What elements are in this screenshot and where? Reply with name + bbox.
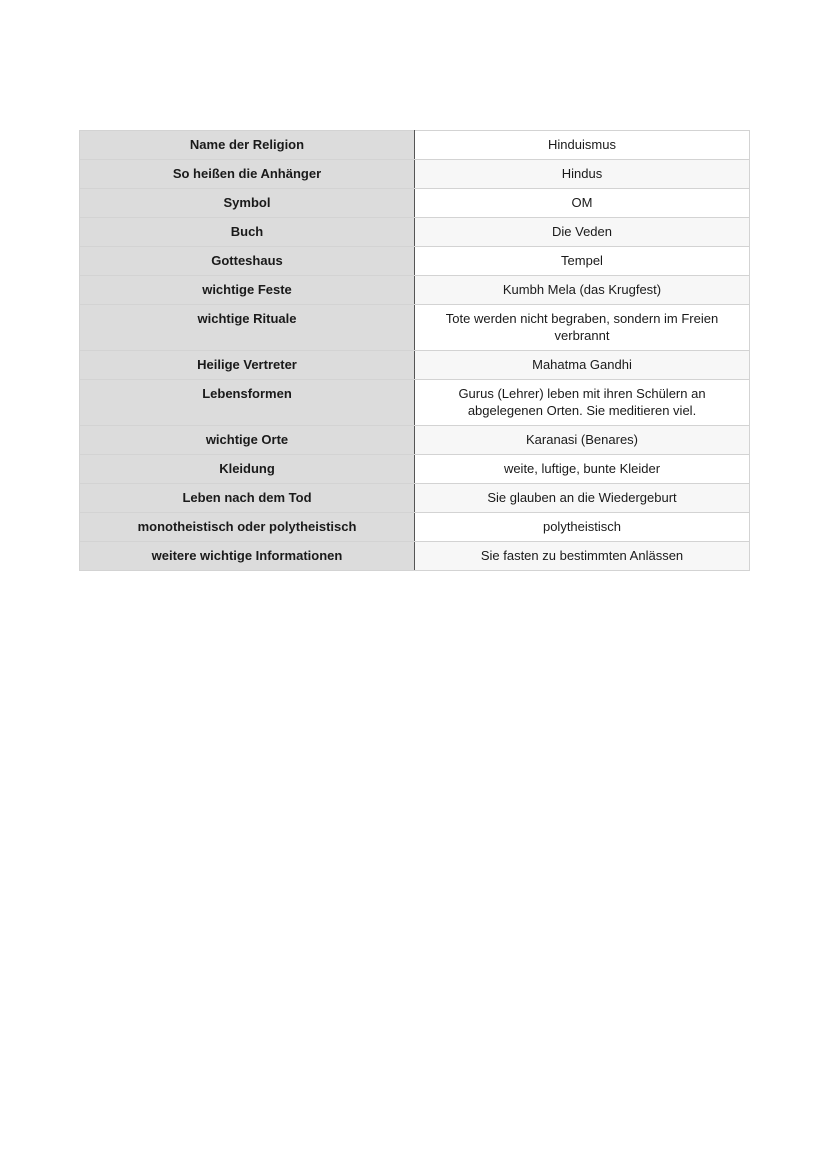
row-value: OM: [415, 189, 750, 218]
row-label: Gotteshaus: [80, 247, 415, 276]
row-value: Kumbh Mela (das Krugfest): [415, 276, 750, 305]
table-row: [80, 380, 750, 426]
row-label: Kleidung: [80, 455, 415, 484]
row-label: wichtige Rituale: [80, 305, 415, 351]
row-label: Buch: [80, 218, 415, 247]
row-value: polytheistisch: [415, 513, 750, 542]
row-label: monotheistisch oder polytheistisch: [80, 513, 415, 542]
table-row: [80, 189, 750, 218]
table-row: [80, 542, 750, 571]
table-row: [80, 351, 750, 380]
row-label: Heilige Vertreter: [80, 351, 415, 380]
table-row: [80, 160, 750, 189]
table-row: [80, 218, 750, 247]
table-row: [80, 455, 750, 484]
table-row: [80, 276, 750, 305]
row-label: Leben nach dem Tod: [80, 484, 415, 513]
row-value: Tempel: [415, 247, 750, 276]
row-label: weitere wichtige Informationen: [80, 542, 415, 571]
table-row: [80, 513, 750, 542]
row-label: Name der Religion: [80, 131, 415, 160]
row-label: Symbol: [80, 189, 415, 218]
table-row: [80, 247, 750, 276]
table-row: [80, 305, 750, 351]
row-value: Karanasi (Benares): [415, 426, 750, 455]
row-label: wichtige Feste: [80, 276, 415, 305]
row-label: So heißen die Anhänger: [80, 160, 415, 189]
row-value: Hinduismus: [415, 131, 750, 160]
row-value: Gurus (Lehrer) leben mit ihren Schülern an abgelegenen Orten. Sie meditieren viel.: [415, 380, 750, 426]
row-value: Sie glauben an die Wiedergeburt: [415, 484, 750, 513]
row-value: weite, luftige, bunte Kleider: [415, 455, 750, 484]
table-row: [80, 484, 750, 513]
row-value: Sie fasten zu bestimmten Anlässen: [415, 542, 750, 571]
row-value: Die Veden: [415, 218, 750, 247]
table-row: [80, 426, 750, 455]
row-label: Lebensformen: [80, 380, 415, 426]
row-label: wichtige Orte: [80, 426, 415, 455]
row-value: Mahatma Gandhi: [415, 351, 750, 380]
religion-info-table: [79, 130, 750, 571]
table-row: [80, 131, 750, 160]
row-value: Hindus: [415, 160, 750, 189]
row-value: Tote werden nicht begraben, sondern im Freien verbrannt: [415, 305, 750, 351]
